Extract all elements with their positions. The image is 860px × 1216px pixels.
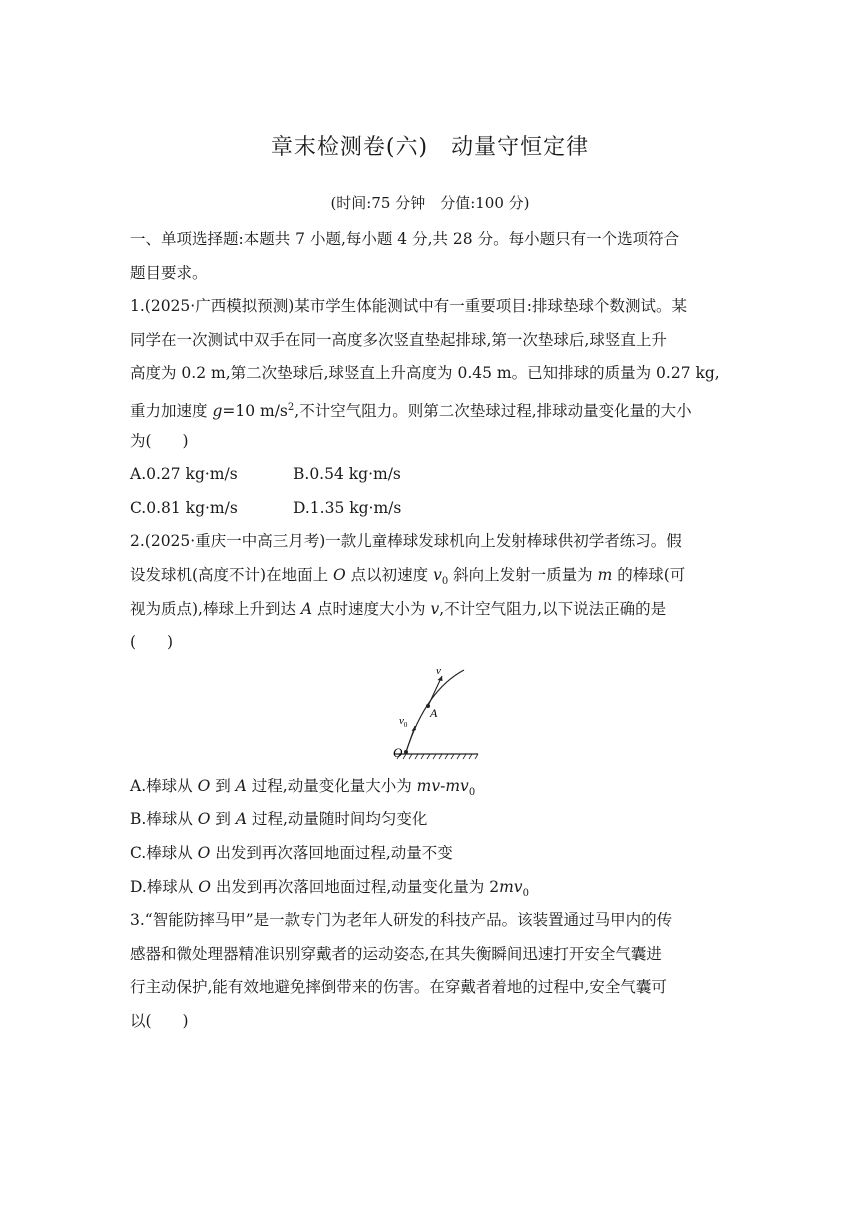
page-title: 章末检测卷(六) 动量守恒定律 xyxy=(270,135,590,160)
section-heading-line-2: 题目要求。 xyxy=(130,263,208,282)
q3-line-2: 感器和微处理器精准识别穿戴者的运动姿态,在其失衡瞬间迅速打开安全气囊进 xyxy=(130,944,662,963)
trajectory-diagram xyxy=(388,664,498,768)
q2-trajectory-figure xyxy=(130,660,742,770)
label-v: v xyxy=(436,664,441,677)
section-heading-line-1: 一、单项选择题:本题共 7 小题,每小题 4 分,共 28 分。每小题只有一个选项符合 xyxy=(130,230,680,248)
ground-hatching xyxy=(397,754,478,759)
exam-body xyxy=(130,223,742,1038)
q2-line-2: 设发球机(高度不计)在地面上 O 点以初速度 $v_0$ 斜向上发射一质量为 m 的棒球(可 xyxy=(130,565,686,588)
q2-line-1: 2.(2025·重庆一中高三月考)一款儿童棒球发球机向上发射棒球供初学者练习。假 xyxy=(130,532,682,551)
point-o xyxy=(404,750,408,754)
q3-line-1: 3.“智能防摔马甲”是一款专门为老年人研发的科技产品。该装置通过马甲内的传 xyxy=(130,911,673,930)
label-o: O xyxy=(393,744,403,760)
q3-line-3: 行主动保护,能有效地避免摔倒带来的伤害。在穿戴者着地的过程中,安全气囊可 xyxy=(130,978,667,997)
q1-options-row-2 xyxy=(130,492,742,526)
label-v0: $v_0$ xyxy=(399,714,408,729)
q2-line-4: ( ) xyxy=(130,633,174,652)
q1-option-c[interactable]: C.0.81 kg·m/s xyxy=(130,498,238,517)
q2-option-b[interactable]: B.棒球从 O 到 A 过程,动量随时间均匀变化 xyxy=(130,810,428,829)
q1-line-2: 同学在一次测试中双手在同一高度多次竖直垫起排球,第一次垫球后,球竖直上升 xyxy=(130,330,667,349)
q1-line-1: 1.(2025·广西模拟预测)某市学生体能测试中有一重要项目:排球垫球个数测试。某 xyxy=(130,297,687,316)
q1-line-3: 高度为 0.2 m,第二次垫球后,球竖直上升高度为 0.45 m。已知排球的质量为 0.27 kg, xyxy=(130,364,720,383)
q1-line-5: 为( ) xyxy=(130,431,189,450)
v-arrow xyxy=(428,676,442,706)
q1-option-b[interactable]: B.0.54 kg·m/s xyxy=(293,465,401,484)
q1-option-a[interactable]: A.0.27 kg·m/s xyxy=(130,465,238,484)
q1-line-4: 重力加速度 g=10 $m/s^2$,不计空气阻力。则第二次垫球过程,排球动量变化量的大小 xyxy=(130,401,692,421)
q1-options-row-1 xyxy=(130,458,742,492)
label-a: A xyxy=(430,705,438,720)
q2-line-3: 视为质点),棒球上升到达 A 点时速度大小为 v,不计空气阻力,以下说法正确的是 xyxy=(130,599,667,618)
time-score-info: (时间:75 分钟 分值:100 分) xyxy=(330,194,530,212)
q2-option-a[interactable]: A.棒球从 O 到 A 过程,动量变化量大小为 $mv-mv_0$ xyxy=(130,776,476,798)
q1-option-d[interactable]: D.1.35 kg·m/s xyxy=(293,498,402,517)
q3-line-4: 以( ) xyxy=(130,1011,189,1030)
q2-option-d[interactable]: D.棒球从 O 出发到再次落回地面过程,动量变化量为 $2mv_0$ xyxy=(130,877,529,899)
q2-option-c[interactable]: C.棒球从 O 出发到再次落回地面过程,动量不变 xyxy=(130,843,453,862)
